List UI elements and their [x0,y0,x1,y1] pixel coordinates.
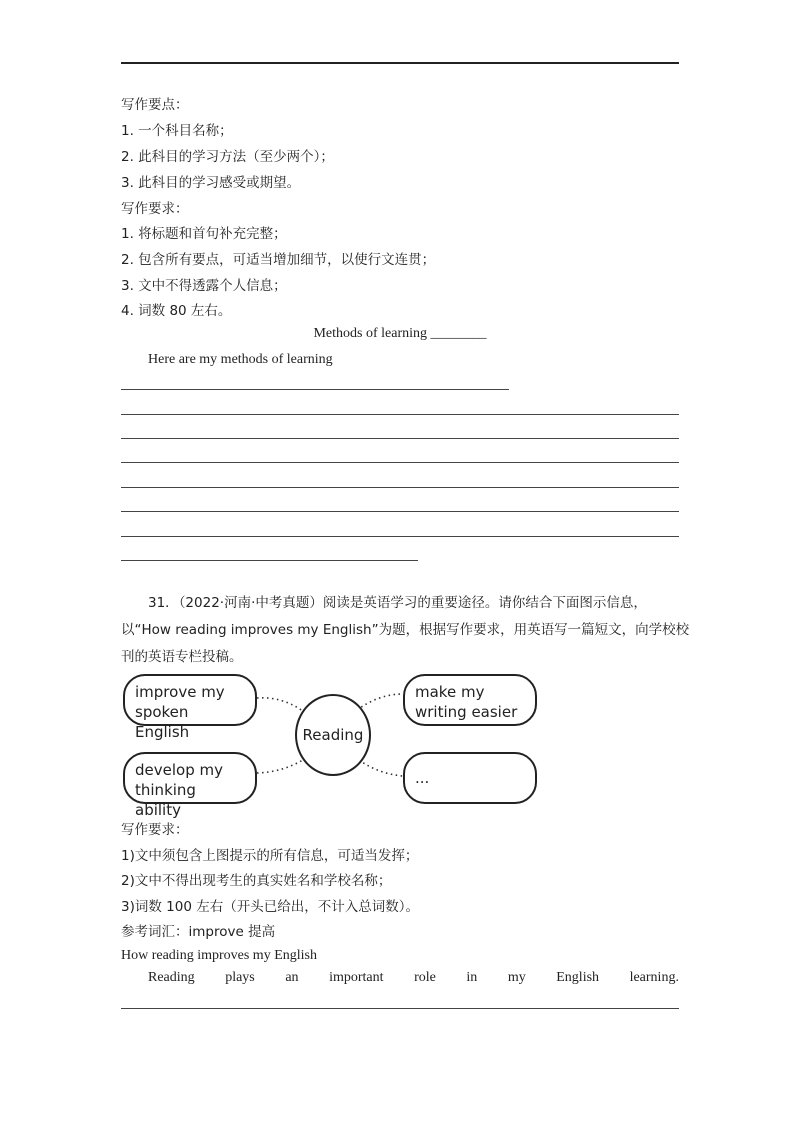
writing-line[interactable] [121,487,679,488]
connector-bottom-right [359,760,403,776]
points-heading: 写作要点： [121,97,189,113]
node-text-line: spoken English [135,703,190,741]
essay-title-2: How reading improves my English [121,948,317,963]
node-text-line: develop my [135,761,223,779]
point-3: 3. 此科目的学习感受或期望。 [121,175,301,191]
writing-line[interactable] [121,536,679,537]
question-31-prompt [121,590,690,671]
node-thinking-ability [123,752,257,819]
node-text-line: writing easier [415,703,518,721]
header-rule [121,62,679,64]
point-2: 2. 此科目的学习方法（至少两个）； [121,149,334,165]
node-text-line: make my [415,683,485,701]
requirement-2: 2. 包含所有要点，可适当增加细节，以使行文连贯； [121,252,436,268]
reference-vocab: 参考词汇：improve 提高 [121,924,276,940]
opening-word: role [414,970,436,985]
opening-word: in [466,970,478,985]
opening-sentence [148,970,679,986]
node-text-line: ... [415,769,430,787]
opening-word: Reading [148,970,195,985]
point-1: 1. 一个科目名称； [121,123,233,139]
node-text-line: improve my [135,683,225,701]
requirement-4: 4. 词数 80 左右。 [121,303,232,319]
prompt-line-3: 刊的英语专栏投稿。 [121,649,243,665]
writing-line[interactable] [121,511,679,512]
node-writing-easier [403,674,537,726]
opening-word: my [507,970,526,985]
question-source: （2022·河南·中考真题） [178,595,323,611]
node-blank-ellipsis [403,752,537,804]
reading-mind-map [121,668,541,819]
opening-word: learning. [629,970,679,985]
requirement-2-3: 3)词数 100 左右（开头已给出，不计入总词数）。 [121,899,419,915]
connector-top-right [357,694,403,710]
requirement-1: 1. 将标题和首句补充完整； [121,226,287,242]
node-reading-center: Reading [295,694,371,776]
requirements-heading: 写作要求： [121,201,189,217]
writing-line[interactable] [121,389,509,390]
requirement-2-2: 2)文中不得出现考生的真实姓名和学校名称； [121,873,392,889]
prompt-line-2: 以“How reading improves my English”为题，根据写作要求，用英语写一篇短文，向学校校 [121,622,690,638]
writing-line[interactable] [121,462,679,463]
writing-line[interactable] [121,414,679,415]
opening-word: an [285,970,299,985]
prompt-line-1: 阅读是英语学习的重要途径。请你结合下面图示信息， [322,595,647,611]
question-number: 31． [148,595,179,611]
requirement-2-1: 1)文中须包含上图提示的所有信息，可适当发挥； [121,848,419,864]
node-text-line: thinking ability [135,781,196,819]
node-spoken-english [123,674,257,741]
writing-line[interactable] [121,1008,679,1009]
essay-title: Methods of learning ________ [313,326,487,341]
requirements-heading-2: 写作要求： [121,822,189,838]
opening-word: plays [225,970,255,985]
opening-word: important [329,970,384,985]
writing-line[interactable] [121,560,418,561]
first-sentence: Here are my methods of learning [148,352,333,367]
opening-word: English [556,970,600,985]
writing-line[interactable] [121,438,679,439]
requirement-3: 3. 文中不得透露个人信息； [121,278,287,294]
